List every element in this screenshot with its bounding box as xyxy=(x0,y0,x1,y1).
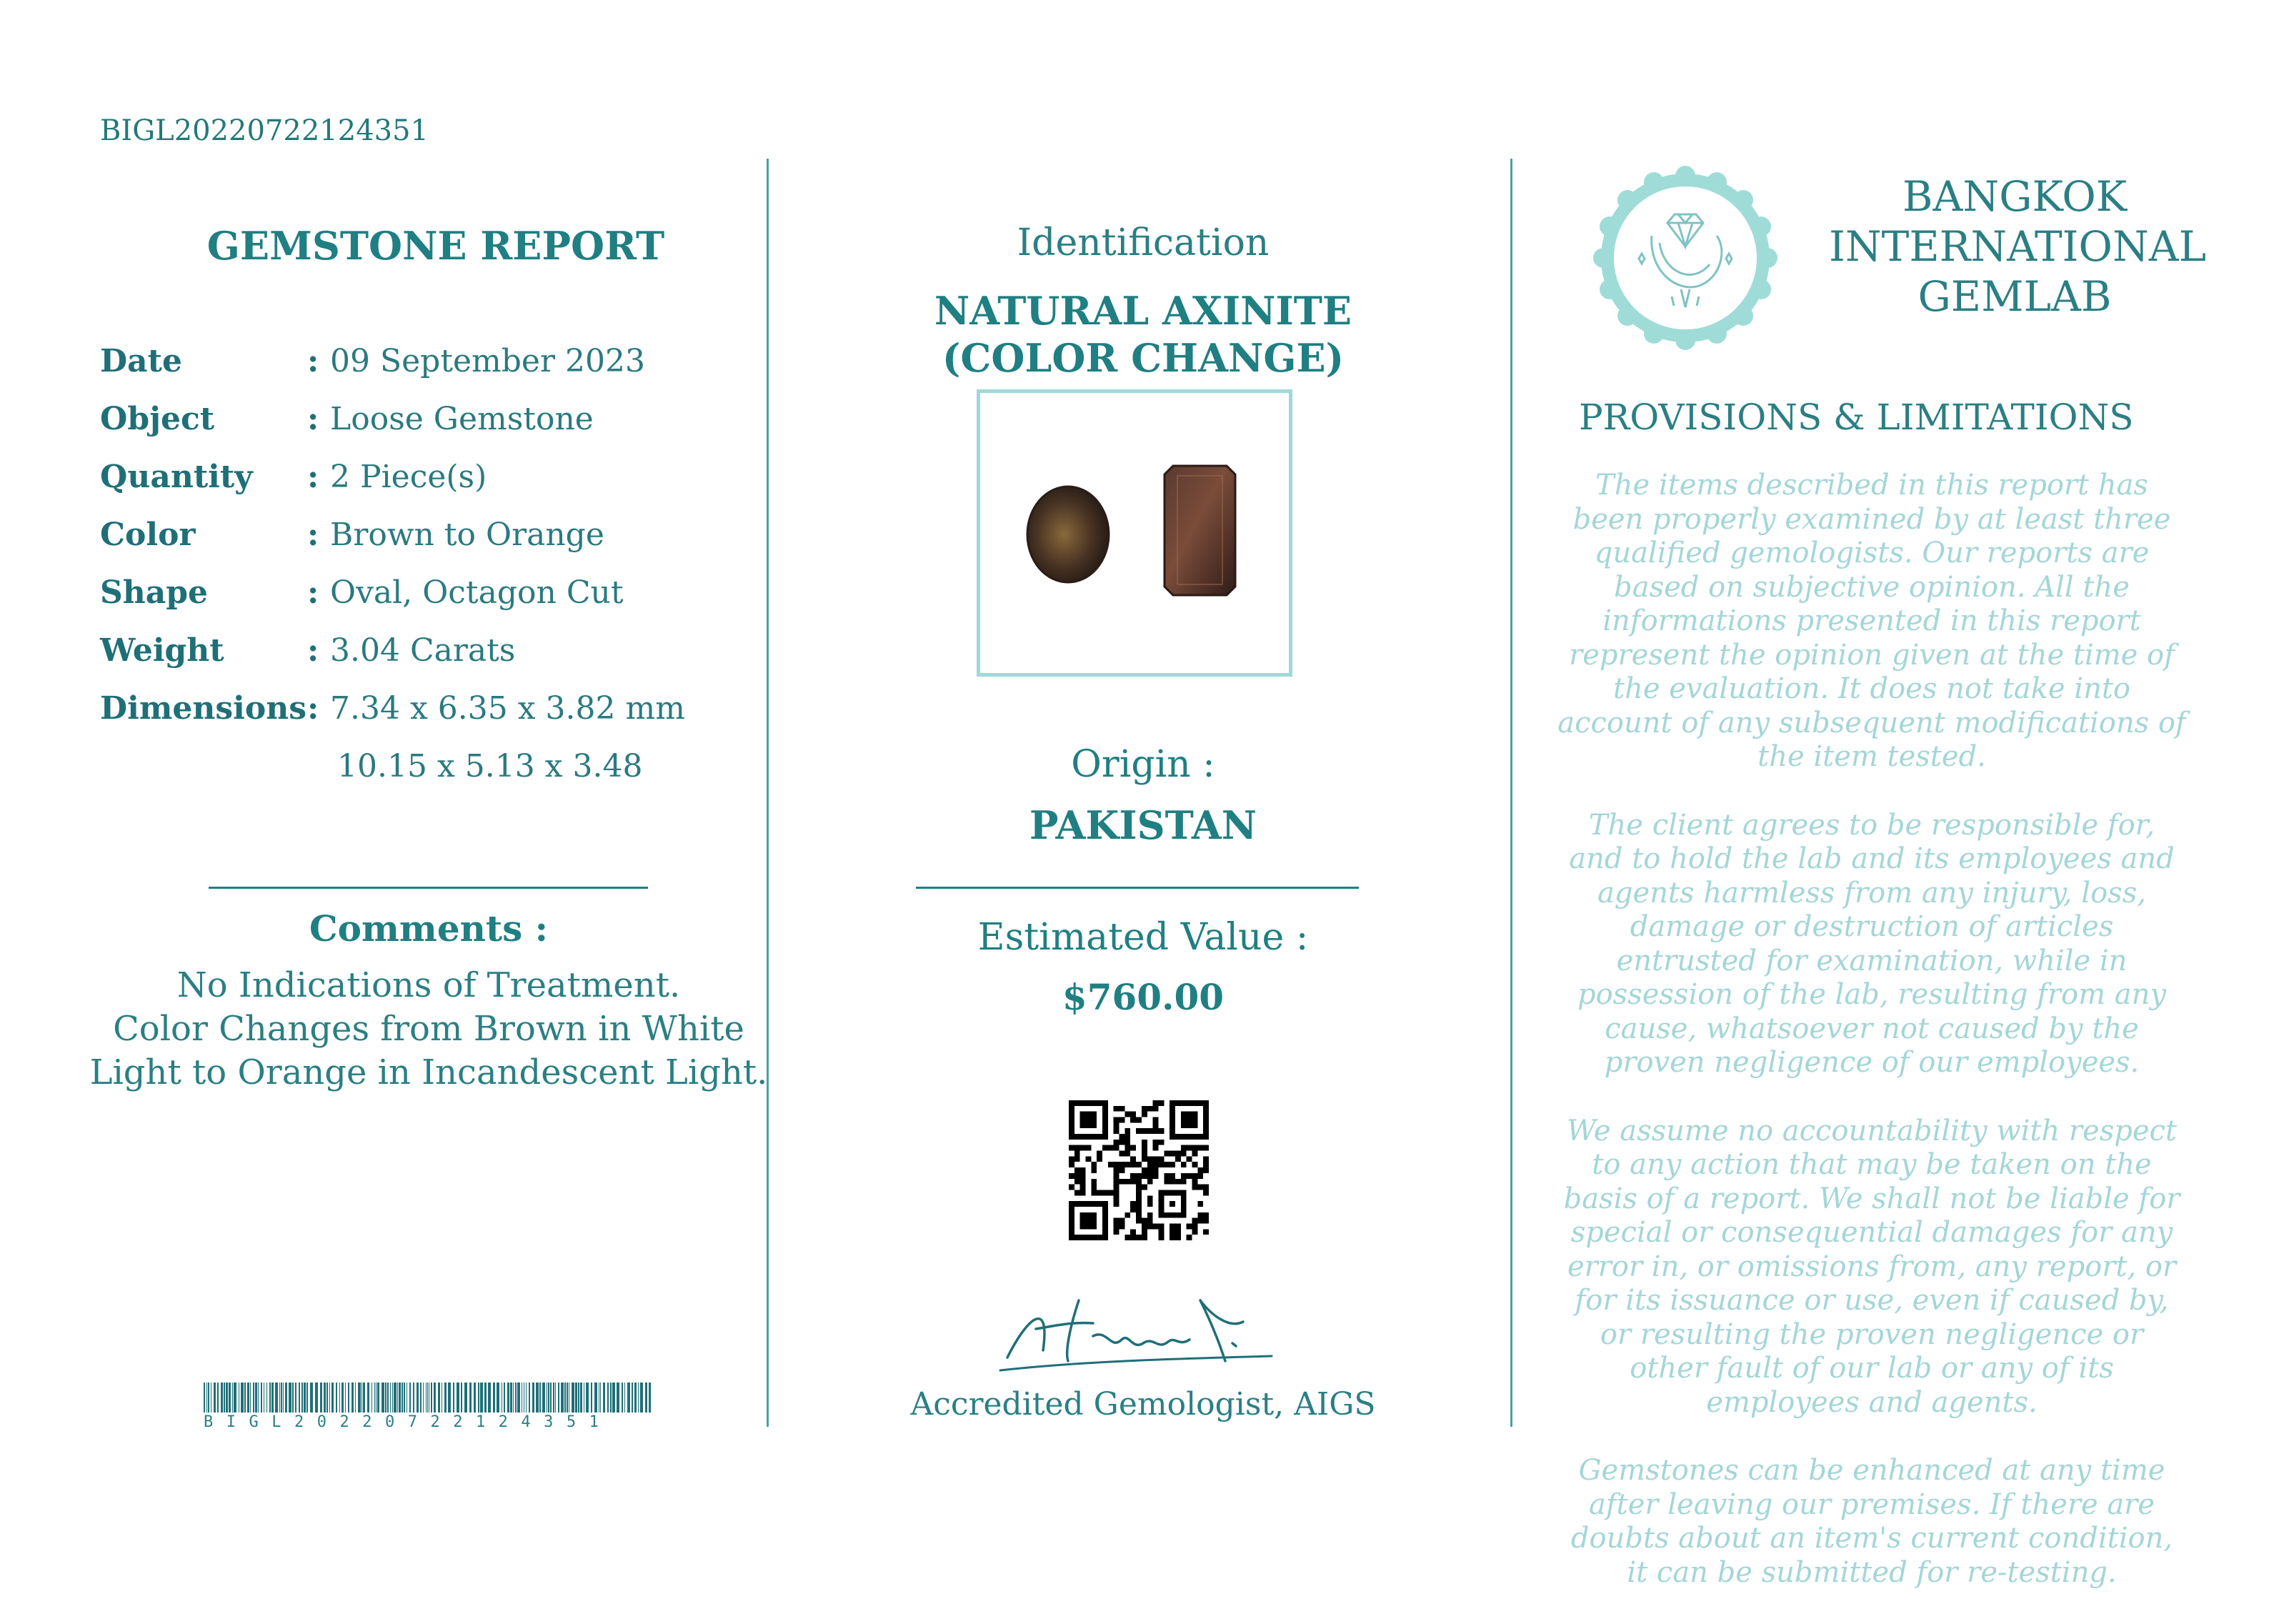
lab-name-line: INTERNATIONAL xyxy=(1829,222,2207,271)
field-colon: : xyxy=(307,517,319,553)
report-title: GEMSTONE REPORT xyxy=(206,223,665,269)
gemstone-photo xyxy=(977,389,1292,677)
field-colon: : xyxy=(307,690,319,727)
field-row-dimensions xyxy=(100,690,685,733)
origin-label: Origin : xyxy=(1071,743,1215,786)
barcode xyxy=(204,1383,654,1413)
field-colon: : xyxy=(307,343,319,379)
field-value: 09 September 2023 xyxy=(330,343,645,379)
gemologist-title: Accredited Gemologist, AIGS xyxy=(910,1386,1376,1423)
field-label: Object xyxy=(100,401,215,437)
estimated-value: $760.00 xyxy=(1062,976,1225,1018)
report-id: BIGL20220722124351 xyxy=(100,114,429,147)
field-row-dimensions-extra xyxy=(337,748,642,791)
field-colon: : xyxy=(307,632,319,669)
provisions-paragraph: Gemstones can be enhanced at any time after leaving our premises. If there are doubts about an item's current condition, it can be submitted for re-testing. xyxy=(1570,1454,2173,1589)
field-value: Brown to Orange xyxy=(330,517,604,553)
provisions-paragraph: The client agrees to be responsible for, and to hold the lab and its employees and agents harmless from any injury, loss, damage or destruction of articles entrusted for examination, while in possession of the lab, resulting from any cause, whatsoever not caused by the proven negligence of our employees. xyxy=(1569,808,2175,1079)
lab-name xyxy=(1829,171,2207,322)
field-value: 3.04 Carats xyxy=(330,632,516,669)
signature xyxy=(986,1272,1286,1386)
identification-label: Identification xyxy=(1017,221,1270,264)
field-row-quantity xyxy=(100,459,487,502)
field-colon: : xyxy=(307,574,319,611)
comments-line: Color Changes from Brown in White xyxy=(113,1009,744,1049)
identification-name-line: (COLOR CHANGE) xyxy=(942,335,1345,381)
column-divider-right xyxy=(1510,159,1512,1427)
lab-seal-logo xyxy=(1592,164,1779,352)
field-value: Oval, Octagon Cut xyxy=(330,574,624,611)
qr-code xyxy=(1069,1100,1209,1240)
provisions-paragraph: The items described in this report has been properly examined by at least three qualified gemologists. Our reports are based on subjective opinion. All the informations presented in this report represent the opinion given at the time of the evaluation. It does not take into account of any subsequent modifications of the item tested. xyxy=(1557,469,2186,773)
lab-name-line: GEMLAB xyxy=(1918,272,2112,321)
divider-line xyxy=(916,887,1359,889)
field-row-object xyxy=(100,401,594,444)
field-colon: : xyxy=(307,459,319,495)
gemstone-image xyxy=(980,393,1289,673)
divider-line xyxy=(209,887,648,889)
field-row-weight xyxy=(100,632,515,675)
barcode-digits: BIGL20220722124351 xyxy=(204,1413,612,1431)
origin-value: PAKISTAN xyxy=(1029,802,1257,848)
field-value: 2 Piece(s) xyxy=(330,459,487,495)
field-label: Shape xyxy=(100,574,209,611)
field-value: Loose Gemstone xyxy=(330,401,594,437)
field-label: Weight xyxy=(100,632,224,669)
field-value: 10.15 x 5.13 x 3.48 xyxy=(337,748,643,784)
provisions-paragraph: We assume no accountability with respect to any action that may be taken on the basis of a report. We shall not be liable for special or consequential damages for any error in, or omissions from, any report, or for its issuance or use, even if caused by, or resulting the proven negligence or other fault of our lab or any of its employees and agents. xyxy=(1563,1114,2180,1419)
identification-name-line: NATURAL AXINITE xyxy=(934,288,1352,334)
lab-name-line: BANGKOK xyxy=(1902,172,2128,221)
provisions-title: PROVISIONS & LIMITATIONS xyxy=(1579,397,2134,438)
provisions-text xyxy=(1557,469,2186,1624)
estimated-value-label: Estimated Value : xyxy=(977,916,1309,959)
field-value: 7.34 x 6.35 x 3.82 mm xyxy=(330,690,685,727)
field-row-date xyxy=(100,343,645,386)
column-divider-left xyxy=(767,159,769,1427)
field-row-color xyxy=(100,517,604,559)
comments-section xyxy=(86,907,772,1095)
field-colon: : xyxy=(307,401,319,437)
field-label: Quantity xyxy=(100,459,253,495)
identification-name xyxy=(786,287,1500,382)
field-label: Color xyxy=(100,517,196,553)
field-label: Dimensions xyxy=(100,690,307,727)
field-label: Date xyxy=(100,343,182,379)
comments-line: Light to Orange in Incandescent Light. xyxy=(89,1052,768,1092)
field-row-shape xyxy=(100,574,624,617)
comments-line: No Indications of Treatment. xyxy=(176,965,681,1005)
comments-heading: Comments : xyxy=(309,907,549,950)
